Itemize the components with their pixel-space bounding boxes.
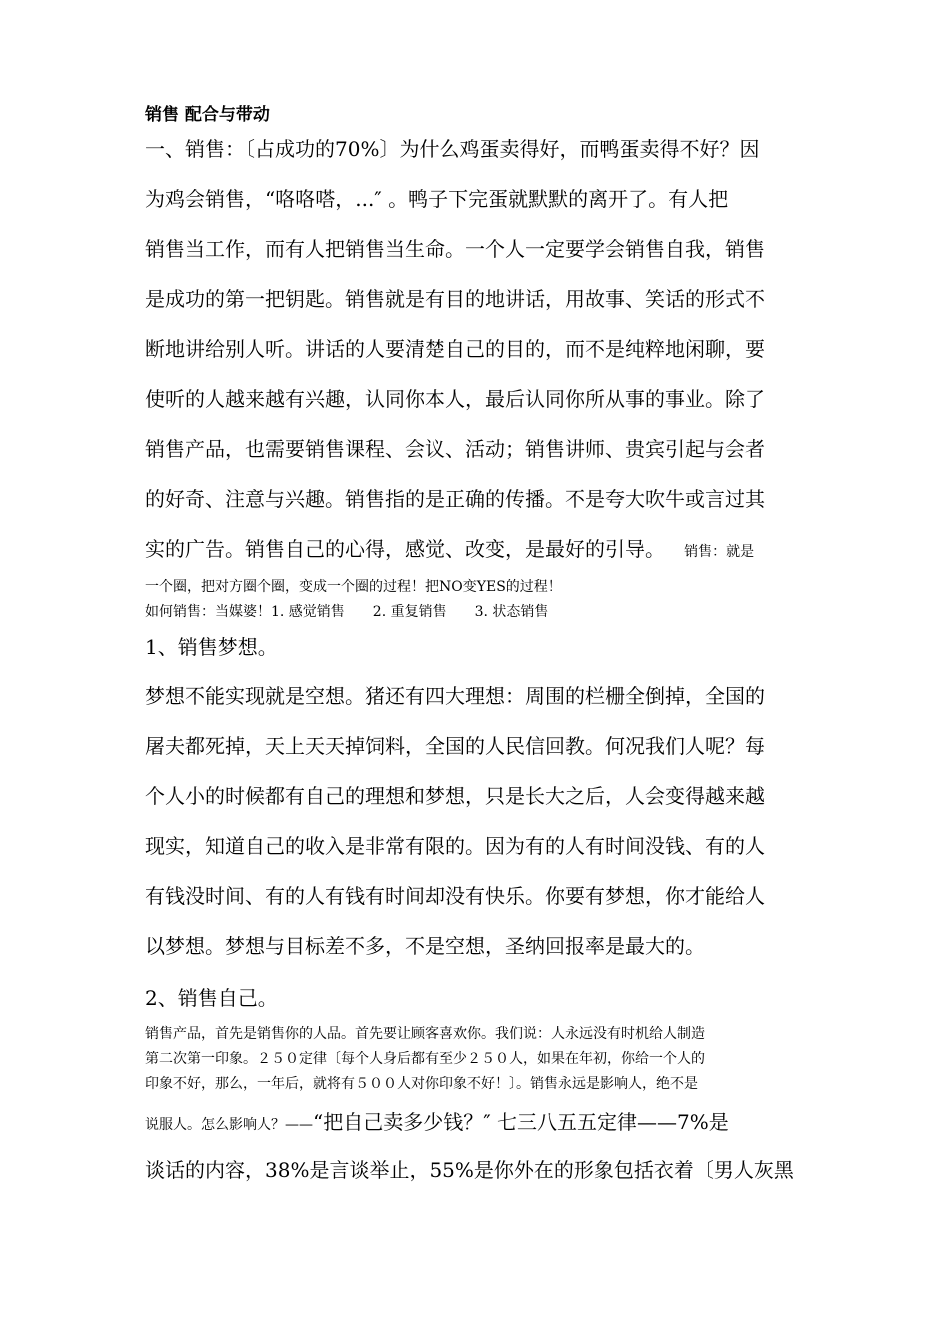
- section-heading: 2、销售自己。: [145, 986, 278, 1010]
- paragraph-line: 的好奇、注意与兴趣。销售指的是正确的传播。不是夸大吹牛或言过其: [145, 487, 765, 511]
- paragraph-text: 实的广告。销售自己的心得，感觉、改变，是最好的引导。: [145, 537, 665, 561]
- paragraph-line-mixed: [145, 533, 754, 562]
- paragraph-line: 现实，知道自己的收入是非常有限的。因为有的人有时间没钱、有的人: [145, 834, 765, 858]
- small-paragraph-line: 销售产品，首先是销售你的人品。首先要让顾客喜欢你。我们说：人永远没有时机给人制造: [145, 1026, 705, 1042]
- small-note-line: 一个圈，把对方圈个圈，变成一个圈的过程！把NO变YES的过程！: [145, 579, 562, 595]
- paragraph-line: 为鸡会销售，“咯咯嗒，...″ 。鸭子下完蛋就默默的离开了。有人把: [145, 187, 729, 211]
- paragraph-text-small: 说服人。怎么影响人？——: [145, 1117, 313, 1133]
- paragraph-line: 是成功的第一把钥匙。销售就是有目的地讲话，用故事、笑话的形式不: [145, 287, 765, 311]
- small-paragraph-line: 第二次第一印象。２５０定律〔每个人身后都有至少２５０人，如果在年初，你给一个人的: [145, 1051, 705, 1067]
- paragraph-line: 谈话的内容，38%是言谈举止，55%是你外在的形象包括衣着〔男人灰黑: [145, 1158, 794, 1182]
- paragraph-line: 断地讲给别人听。讲话的人要清楚自己的目的，而不是纯粹地闲聊，要: [145, 337, 765, 361]
- paragraph-line: 销售当工作，而有人把销售当生命。一个人一定要学会销售自我，销售: [145, 237, 765, 261]
- paragraph-text: “把自己卖多少钱？″ 七三八五五定律——7%是: [313, 1110, 729, 1134]
- document-title: 销售 配合与带动: [145, 105, 270, 125]
- paragraph-line: 个人小的时候都有自己的理想和梦想，只是长大之后，人会变得越来越: [145, 784, 765, 808]
- paragraph-line-mixed: [145, 1106, 729, 1135]
- paragraph-line: 使听的人越来越有兴趣，认同你本人，最后认同你所从事的事业。除了: [145, 387, 765, 411]
- paragraph-line: 以梦想。梦想与目标差不多，不是空想，圣纳回报率是最大的。: [145, 934, 705, 958]
- small-paragraph-line: 印象不好，那么，一年后，就将有５００人对你印象不好！〕。销售永远是影响人，绝不是: [145, 1076, 698, 1092]
- paragraph-line: 梦想不能实现就是空想。猪还有四大理想：周围的栏栅全倒掉，全国的: [145, 684, 765, 708]
- paragraph-line: 一、销售：〔占成功的70%〕为什么鸡蛋卖得好，而鸭蛋卖得不好？因: [145, 137, 760, 161]
- paragraph-text-small: 销售：就是: [684, 544, 755, 560]
- paragraph-line: 屠夫都死掉，天上天天掉饲料，全国的人民信回教。何况我们人呢？每: [145, 734, 765, 758]
- paragraph-line: 有钱没时间、有的人有钱有时间却没有快乐。你要有梦想，你才能给人: [145, 884, 765, 908]
- section-heading: 1、销售梦想。: [145, 635, 278, 659]
- small-note-line: 如何销售：当媒婆！1. 感觉销售 2. 重复销售 3. 状态销售: [145, 604, 549, 620]
- paragraph-line: 销售产品，也需要销售课程、会议、活动；销售讲师、贵宾引起与会者: [145, 437, 765, 461]
